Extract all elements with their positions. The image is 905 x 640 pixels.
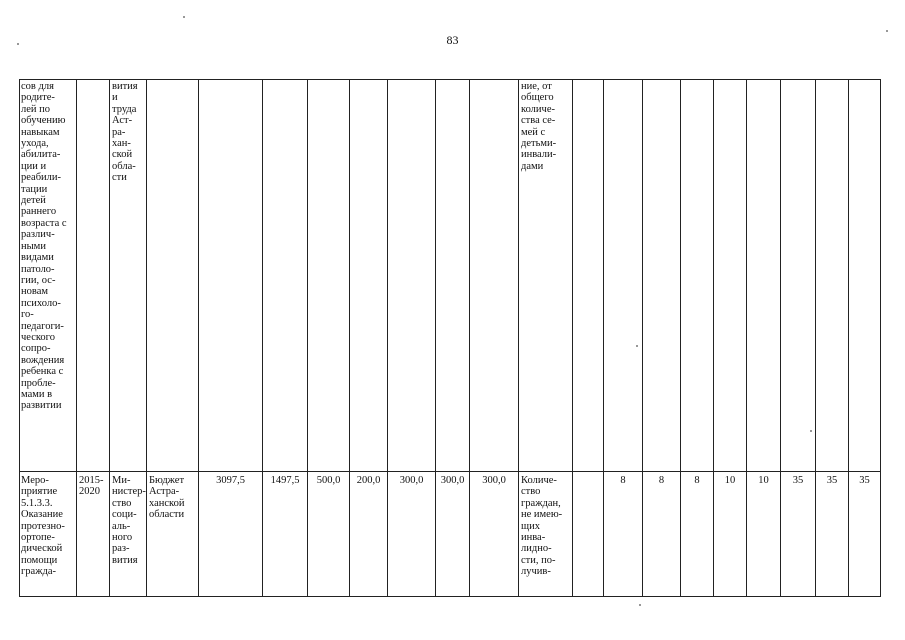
finance-cell: 300,0 bbox=[482, 475, 506, 486]
target-value-cell: 8 bbox=[694, 475, 700, 486]
scan-speck bbox=[636, 345, 638, 347]
col-border bbox=[713, 79, 714, 597]
scan-speck bbox=[183, 16, 185, 18]
finance-cell: 300,0 bbox=[440, 475, 465, 486]
target-value-cell: 10 bbox=[758, 475, 769, 486]
col-border bbox=[848, 79, 849, 597]
finance-cell: 1497,5 bbox=[270, 475, 300, 486]
target-value-cell: 35 bbox=[826, 475, 838, 486]
source-cell: Бюджет Астра- ханской области bbox=[149, 475, 185, 521]
measure-cell: Меро- приятие 5.1.3.3. Оказание протезно- ортопе- дической помощи гражда- bbox=[21, 475, 65, 578]
scan-speck bbox=[810, 430, 812, 432]
col-border bbox=[387, 79, 388, 597]
col-border bbox=[642, 79, 643, 597]
target-value-cell: 10 bbox=[724, 475, 736, 486]
indicator-cell: Количе- ство граждан, не имею- щих инва- лидно- сти, по- лучив- bbox=[521, 475, 563, 578]
period-cell: 2015- 2020 bbox=[79, 475, 104, 498]
scan-speck bbox=[17, 43, 19, 45]
col-border bbox=[109, 79, 110, 597]
col-border bbox=[349, 79, 350, 597]
finance-cell: 500,0 bbox=[316, 475, 341, 486]
finance-cell: 200,0 bbox=[356, 475, 381, 486]
col-border bbox=[572, 79, 573, 597]
scan-speck bbox=[639, 604, 641, 606]
table-top-border bbox=[19, 79, 881, 80]
col-border bbox=[307, 79, 308, 597]
col-border bbox=[518, 79, 519, 597]
scan-speck bbox=[886, 30, 888, 32]
col-border bbox=[780, 79, 781, 597]
target-value-cell: 35 bbox=[859, 475, 870, 486]
col-border bbox=[146, 79, 147, 597]
target-value-cell: 8 bbox=[620, 475, 626, 486]
page-number: 83 bbox=[446, 33, 459, 47]
finance-cell: 300,0 bbox=[399, 475, 424, 486]
col-border bbox=[19, 79, 20, 597]
col-border bbox=[680, 79, 681, 597]
col-border bbox=[746, 79, 747, 597]
table-sheet bbox=[19, 79, 881, 597]
col-border bbox=[469, 79, 470, 597]
col-border bbox=[262, 79, 263, 597]
indicator-cell-continued: ние, от общего количе- ства се- мей с детьми- инвали- дами bbox=[521, 81, 557, 172]
col-border bbox=[198, 79, 199, 597]
measure-cell-continued: сов для родите- лей по обучению навыкам ухода, абилита- ции и реабили- тации детей раннего возраста с различ- ными видами патоло- гии, ос- новам психоло- го- педагоги- ческого сопро- вождения ребенка с пробле- мами в развитии bbox=[21, 81, 67, 412]
col-border bbox=[435, 79, 436, 597]
target-value-cell: 35 bbox=[792, 475, 804, 486]
target-value-cell: 8 bbox=[658, 475, 665, 486]
col-border bbox=[880, 79, 881, 597]
col-border bbox=[815, 79, 816, 597]
table-bottom-border bbox=[19, 596, 881, 597]
col-border bbox=[603, 79, 604, 597]
finance-total-cell: 3097,5 bbox=[216, 475, 245, 486]
row-divider bbox=[19, 471, 881, 472]
executor-cell: Ми- нистер- ство соци- аль- ного раз- вития bbox=[112, 475, 146, 566]
executor-cell-continued: вития и труда Аст- ра- хан- ской обла- сти bbox=[112, 81, 138, 184]
